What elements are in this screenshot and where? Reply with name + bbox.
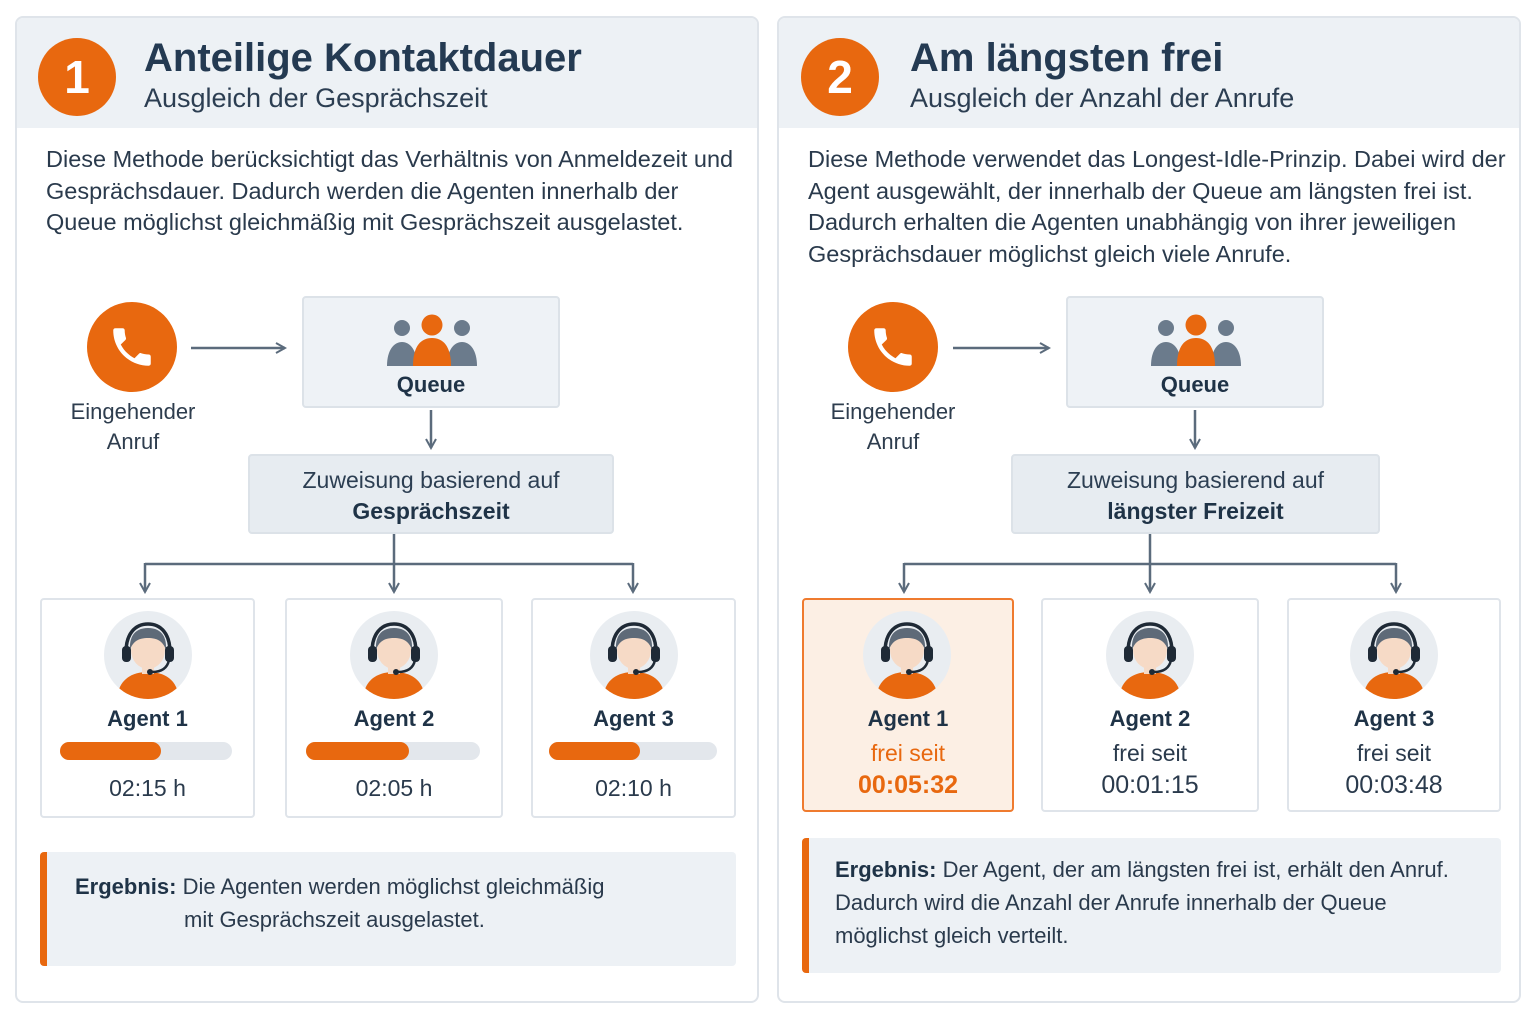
step-number-badge: 1: [38, 38, 116, 116]
panel-subtitle: Ausgleich der Anzahl der Anrufe: [910, 83, 1295, 113]
agent-headset-icon: [862, 610, 952, 700]
result-box: [40, 852, 736, 966]
result-line-2: Dadurch wird die Anzahl der Anrufe innerhalb der Queue: [835, 890, 1387, 915]
talk-time-bar: [306, 742, 480, 760]
talk-time-value: 02:05 h: [355, 775, 433, 801]
result-box: [802, 838, 1501, 973]
method-description: Diese Methode berücksichtigt das Verhältnis von Anmeldezeit und Gesprächsdauer. Dadurch werden die Agenten innerhalb der Queue möglichst gleichmäßig mit Gesprächszeit ausgelastet.: [46, 146, 734, 235]
agent-card-2: [285, 598, 503, 818]
agent-name: Agent 3: [593, 706, 674, 731]
idle-time-value: 00:03:48: [1345, 771, 1443, 799]
agent-name: Agent 2: [1109, 706, 1191, 731]
agent-name: Agent 2: [353, 706, 435, 731]
result-text: [75, 874, 604, 900]
queue-label: Queue: [1160, 372, 1230, 397]
result-label: Ergebnis:: [75, 874, 177, 899]
panel-title: Am längsten frei: [910, 36, 1224, 80]
panel-title: Anteilige Kontaktdauer: [144, 36, 582, 80]
result-line-2: mit Gesprächszeit ausgelastet.: [184, 907, 485, 932]
assignment-prefix: Zuweisung basierend auf: [302, 467, 560, 493]
incoming-call-line-1: Eingehender: [70, 399, 196, 424]
free-since-label: frei seit: [1112, 740, 1188, 766]
step-number-badge: 2: [801, 38, 879, 116]
talk-time-bar-fill: [549, 742, 640, 760]
agent-group-icon: [386, 314, 478, 366]
queue-label: Queue: [396, 372, 466, 397]
panel-subtitle: Ausgleich der Gesprächszeit: [144, 83, 488, 113]
free-since-label: frei seit: [870, 740, 946, 766]
assignment-criterion: längster Freizeit: [1107, 498, 1284, 524]
talk-time-bar-fill: [60, 742, 161, 760]
assignment-prefix: Zuweisung basierend auf: [1067, 467, 1324, 493]
agent-card-1: [40, 598, 255, 818]
incoming-call-icon: [87, 302, 177, 392]
talk-time-value: 02:10 h: [595, 775, 672, 801]
talk-time-bar: [549, 742, 717, 760]
method-description: Diese Methode verwendet das Longest-Idle-Prinzip. Dabei wird der Agent ausgewählt, der innerhalb der Queue am längsten frei ist. Dadurch erhalten die Agenten unabhängig von ihrer jeweiligen Gesprächsdauer möglichst gleich viele Anrufe.: [808, 146, 1506, 267]
result-text: [835, 857, 1449, 883]
idle-time-value: 00:01:15: [1101, 771, 1199, 799]
phone-icon: [107, 322, 157, 372]
agent-group-icon: [1150, 314, 1242, 366]
agent-card-3: [531, 598, 736, 818]
assignment-box: [248, 454, 614, 534]
panel-proportional-contact-duration: [15, 16, 759, 1003]
agent-headset-icon: [1105, 610, 1195, 700]
talk-time-bar-fill: [306, 742, 409, 760]
queue-box: [302, 296, 560, 408]
incoming-call-icon: [848, 302, 938, 392]
talk-time-bar: [60, 742, 232, 760]
agent-headset-icon: [1349, 610, 1439, 700]
queue-box: [1066, 296, 1324, 408]
phone-icon: [868, 322, 918, 372]
agent-headset-icon: [103, 610, 193, 700]
incoming-call-line-2: Anruf: [106, 429, 160, 454]
agent-headset-icon: [349, 610, 439, 700]
incoming-call-label: [53, 397, 213, 457]
agent-card-2: [1041, 598, 1259, 812]
agent-name: Agent 1: [107, 706, 188, 731]
idle-time-value: 00:05:32: [857, 771, 959, 799]
result-line-3: möglichst gleich verteilt.: [835, 923, 1069, 948]
assignment-box: [1011, 454, 1380, 534]
result-label: Ergebnis:: [835, 857, 937, 882]
agent-card-1-selected: [802, 598, 1014, 812]
incoming-call-line-1: Eingehender: [830, 399, 956, 424]
talk-time-value: 02:15 h: [109, 775, 186, 801]
panel-longest-idle: [777, 16, 1521, 1003]
assignment-criterion: Gesprächszeit: [352, 498, 510, 524]
agent-card-3: [1287, 598, 1501, 812]
agent-name: Agent 3: [1353, 706, 1435, 731]
incoming-call-line-2: Anruf: [866, 429, 920, 454]
agent-headset-icon: [589, 610, 679, 700]
result-line-1: Die Agenten werden möglichst gleichmäßig: [182, 874, 605, 899]
result-line-1: Der Agent, der am längsten frei ist, erhält den Anruf.: [942, 857, 1449, 882]
incoming-call-label: [813, 397, 973, 457]
agent-name: Agent 1: [867, 706, 949, 731]
free-since-label: frei seit: [1356, 740, 1432, 766]
